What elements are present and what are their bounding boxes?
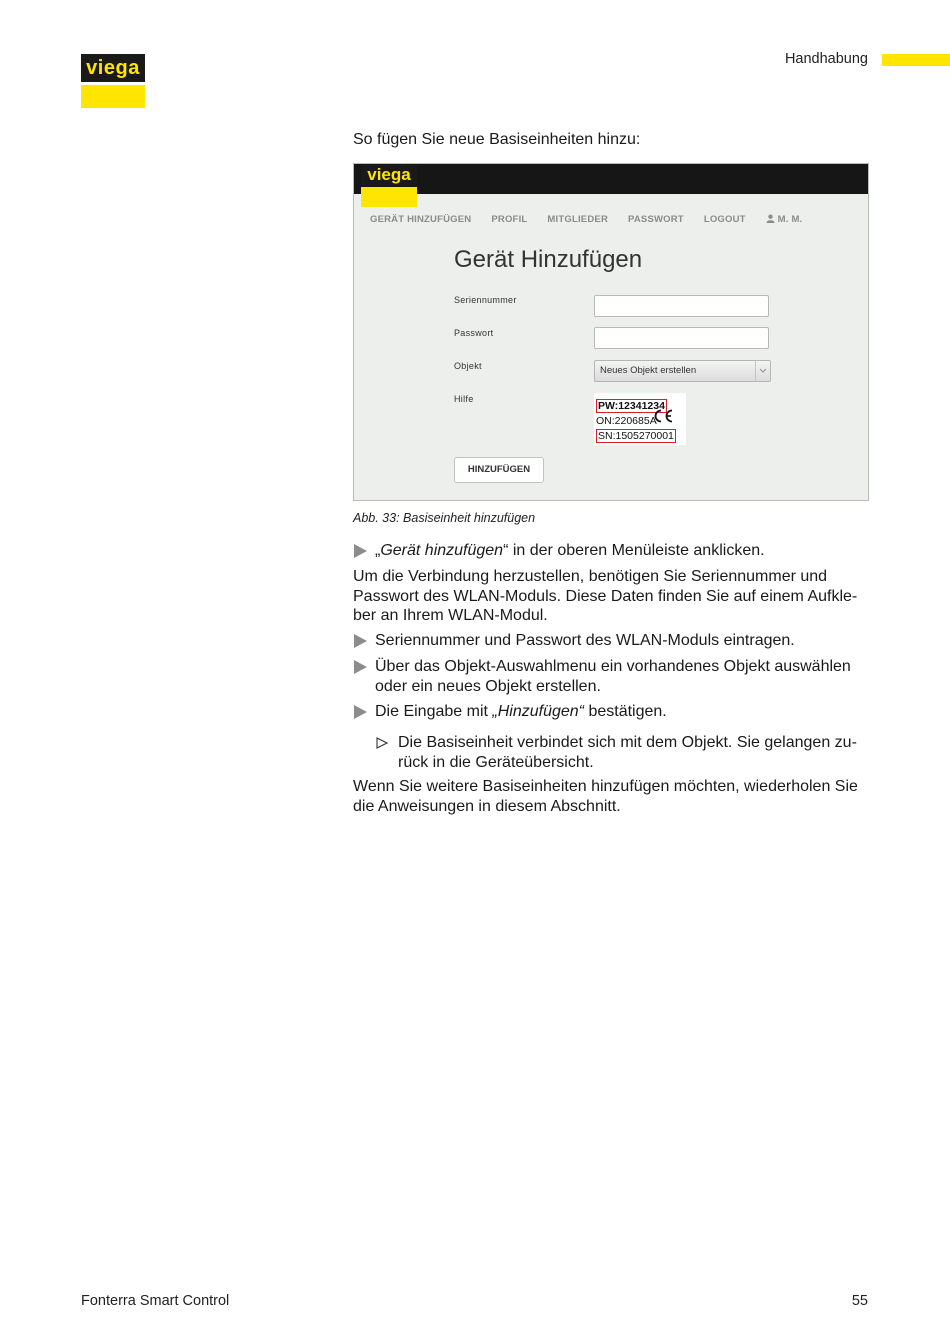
nav-profile[interactable]: PROFIL [491,214,528,225]
step-arrow-icon [353,544,368,558]
step-4: Die Eingabe mit „Hinzufügen“ bestätigen. [353,702,868,722]
app-top-bar [354,164,868,194]
help-label-image [594,393,686,445]
serial-label: Seriennummer [454,295,517,305]
help-on: ON:220685A [596,415,657,427]
logo-text: viega [81,54,145,82]
result-arrow-icon [376,737,388,749]
nav-members[interactable]: MITGLIEDER [547,214,609,225]
result: Die Basiseinheit verbindet sich mit dem Objekt. Sie gelangen zu-rück in die Geräteübersicht. [376,733,868,772]
step-3: Über das Objekt-Auswahlmenu ein vorhandenes Objekt auswählen oder ein neues Objekt erstellen. [353,657,868,696]
object-select-value: Neues Objekt erstellen [600,365,697,376]
step-1: „Gerät hinzufügen“ in der oberen Menüleiste anklicken. [353,541,868,561]
app-logo[interactable] [361,164,417,207]
step-arrow-icon [353,634,368,648]
nav-logout[interactable]: LOGOUT [703,214,746,225]
object-label: Objekt [454,361,482,371]
app-logo-text: viega [361,164,417,185]
step-arrow-icon [353,660,368,674]
nav-add-device[interactable]: GERÄT HINZUFÜGEN [370,214,472,225]
figure-caption: Abb. 33: Basiseinheit hinzufügen [353,511,536,525]
serial-input[interactable] [594,295,769,317]
step-arrow-icon [353,705,368,719]
screenshot-figure [353,163,869,501]
nav-user-name: M. M. [777,214,803,225]
chevron-down-icon [755,361,770,381]
object-select[interactable] [594,360,771,382]
paragraph-2: Wenn Sie weitere Basiseinheiten hinzufügen möchten, wiederholen Sie die Anweisungen in diesem Abschnitt. [353,778,858,815]
intro-text: So fügen Sie neue Basiseinheiten hinzu: [353,131,641,148]
add-device-button[interactable]: HINZUFÜGEN [454,457,544,483]
nav-user[interactable] [766,214,803,225]
help-sn: SN:1505270001 [598,430,674,442]
user-icon [766,214,775,223]
app-nav [370,214,802,225]
step-4-button-ref: „Hinzufügen“ [492,703,584,720]
nav-password[interactable]: PASSWORT [628,214,684,225]
app-logo-yellow [361,187,417,207]
step-2: Seriennummer und Passwort des WLAN-Moduls eintragen. [353,631,868,651]
section-accent-bar [882,54,950,66]
ce-mark-icon [652,408,674,424]
section-label: Handhabung [784,51,868,67]
viega-logo [81,54,145,108]
form-title: Gerät Hinzufügen [454,246,643,273]
help-pw: PW:12341234 [598,400,665,412]
footer-product: Fonterra Smart Control [81,1293,230,1309]
password-input[interactable] [594,327,769,349]
help-label: Hilfe [454,394,474,404]
logo-yellow-bar [81,85,145,108]
page-number: 55 [851,1293,868,1309]
password-label: Passwort [454,328,494,338]
step-1-menu-ref: Gerät hinzufügen [380,542,504,559]
paragraph-1: Um die Verbindung herzustellen, benötigen Sie Seriennummer und Passwort des WLAN-Moduls. Diese Daten finden Sie auf einem Aufkle-ber an Ihrem WLAN-Modul. [353,568,858,624]
